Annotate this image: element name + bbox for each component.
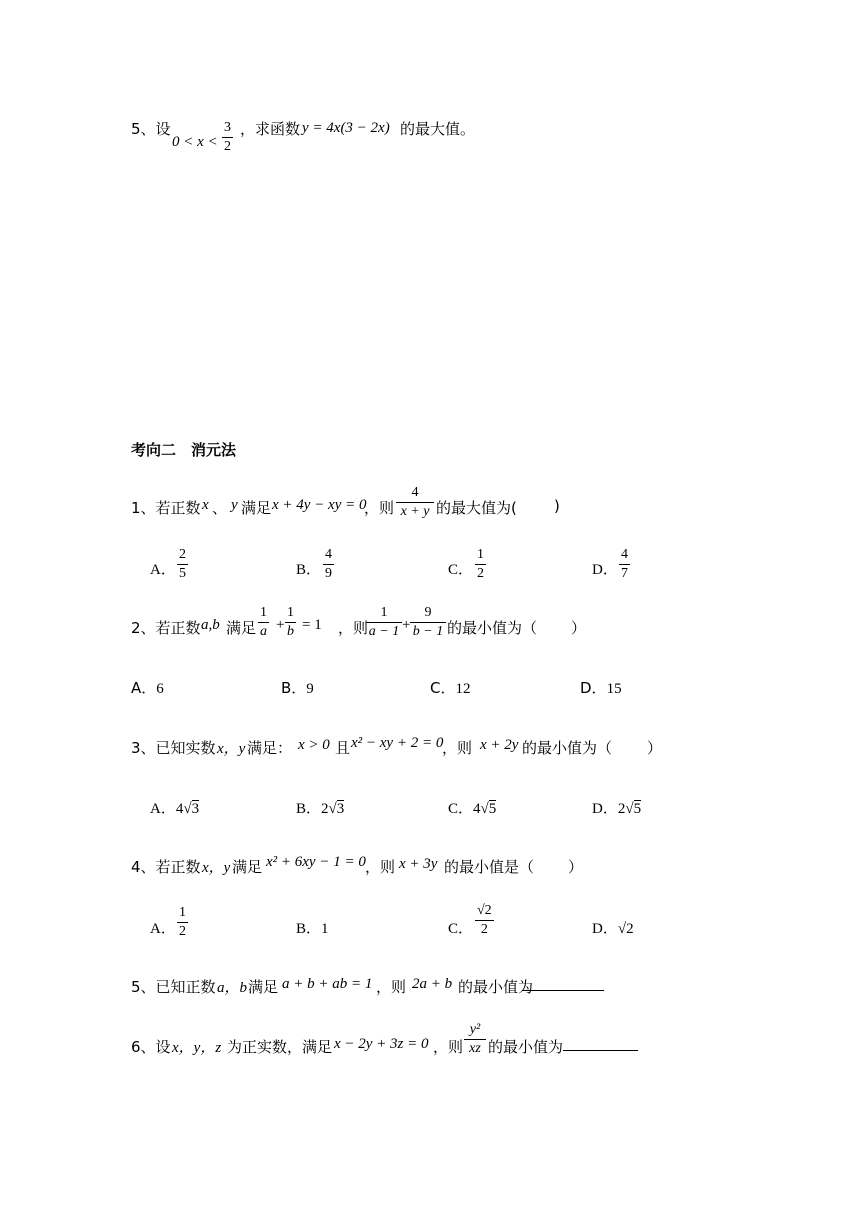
fraction-denominator: 2 bbox=[179, 924, 186, 939]
fraction-denominator: xz bbox=[469, 1041, 481, 1056]
q5-then: ，则 bbox=[376, 978, 407, 996]
q1-cond-label: 满足 bbox=[241, 499, 272, 517]
q2-cond-fraction-2 bbox=[285, 605, 296, 640]
q2-target-fraction-2 bbox=[410, 605, 446, 640]
fraction-denominator: 7 bbox=[621, 566, 628, 581]
section-title: 考向二 消元法 bbox=[131, 441, 237, 459]
option-radicand: 3 bbox=[336, 801, 345, 817]
q3-cond-label: 满足： bbox=[247, 739, 293, 757]
q1-condition: x + 4y − xy = 0 bbox=[272, 497, 367, 513]
fraction-denominator: b bbox=[287, 624, 294, 639]
q4-vars: x，y bbox=[202, 860, 231, 876]
q6-condition: x − 2y + 3z = 0 bbox=[334, 1036, 429, 1052]
q4-option-a-label: A． bbox=[150, 921, 176, 937]
q4-ask: 的最小值是（ bbox=[444, 858, 535, 876]
option-coef: 2 bbox=[321, 801, 329, 817]
option-label: B． bbox=[296, 801, 322, 817]
fraction-denominator: 9 bbox=[325, 566, 332, 581]
fraction-denominator: x + y bbox=[400, 504, 430, 519]
q5-top-mid: ，求函数 bbox=[240, 120, 301, 138]
q6-fraction bbox=[464, 1022, 486, 1057]
q3-option-c bbox=[448, 797, 496, 818]
q5-cond-label: 满足 bbox=[248, 978, 279, 996]
fraction-numerator: y² bbox=[469, 1022, 481, 1037]
q6-vars: x，y，z bbox=[172, 1040, 222, 1056]
q5-top-end: 的最大值。 bbox=[400, 120, 476, 138]
q2-option-c bbox=[430, 677, 470, 698]
option-value: √2 bbox=[617, 921, 634, 937]
option-label: B． bbox=[281, 679, 307, 697]
q4-option-c-value bbox=[475, 903, 494, 938]
fraction-numerator: 1 bbox=[260, 605, 267, 620]
q5-condition: a + b + ab = 1 bbox=[282, 976, 373, 992]
q3-text-pre: 3、已知实数 bbox=[131, 739, 216, 757]
q1-option-a-value bbox=[177, 547, 188, 582]
q2-target-fraction-1 bbox=[366, 605, 402, 640]
option-radicand: 3 bbox=[191, 801, 200, 817]
fraction-numerator: 1 bbox=[287, 605, 294, 620]
q4-option-c-label: C． bbox=[448, 921, 474, 937]
fraction-numerator: √2 bbox=[477, 903, 492, 918]
sqrt-icon: √ bbox=[480, 801, 489, 817]
q4-paren-close: ） bbox=[568, 858, 584, 876]
q3-vars: x，y bbox=[217, 741, 246, 757]
fraction-numerator: 9 bbox=[424, 605, 432, 620]
q1-text-pre: 1、若正数 bbox=[131, 499, 201, 517]
option-label: D． bbox=[592, 801, 618, 817]
q5-top-function: y = 4x(3 − 2x) bbox=[302, 120, 390, 136]
fraction-numerator: 4 bbox=[411, 485, 419, 500]
q4-option-a-value bbox=[177, 905, 188, 940]
q2-vars: a,b bbox=[201, 617, 220, 633]
sqrt-icon: √ bbox=[625, 801, 634, 817]
q2-then: ，则 bbox=[338, 619, 369, 637]
option-value: 12 bbox=[455, 681, 471, 697]
fraction-denominator: 2 bbox=[224, 139, 231, 154]
q1-option-c-label: C． bbox=[448, 562, 474, 578]
q3-option-d bbox=[592, 797, 641, 818]
q5-top-number: 5、设 bbox=[131, 120, 171, 138]
q1-var-y: y bbox=[231, 497, 238, 513]
fraction-numerator: 4 bbox=[621, 547, 628, 562]
q2-paren-close: ） bbox=[571, 619, 587, 637]
q1-option-d-label: D． bbox=[592, 562, 618, 578]
q3-option-b bbox=[296, 797, 344, 818]
q3-cond2: x² − xy + 2 = 0 bbox=[351, 735, 444, 751]
q3-expr: x + 2y bbox=[480, 737, 519, 753]
fraction-numerator: 4 bbox=[325, 547, 332, 562]
fraction-denominator: a − 1 bbox=[368, 624, 400, 639]
q1-option-c-value bbox=[475, 547, 486, 582]
q1-var-x: x bbox=[202, 497, 209, 513]
option-label: B． bbox=[296, 921, 322, 937]
option-value: 15 bbox=[606, 681, 622, 697]
q2-text-pre: 2、若正数 bbox=[131, 619, 201, 637]
q3-then: ，则 bbox=[442, 739, 473, 757]
fraction-denominator: 2 bbox=[477, 566, 484, 581]
option-label: A． bbox=[131, 679, 157, 697]
q2-option-a bbox=[131, 677, 164, 698]
q5-top-fraction bbox=[222, 120, 233, 155]
option-label: D． bbox=[580, 679, 607, 697]
q4-condition: x² + 6xy − 1 = 0 bbox=[266, 854, 366, 870]
q3-cond1: x > 0 bbox=[298, 737, 330, 753]
q1-then: ，则 bbox=[364, 499, 395, 517]
q2-plus-2: + bbox=[402, 617, 411, 633]
q3-paren-close: ） bbox=[647, 739, 663, 757]
q2-option-b bbox=[281, 677, 314, 698]
q3-ask: 的最小值为（ bbox=[522, 739, 613, 757]
fraction-numerator: 1 bbox=[179, 905, 186, 920]
q5-vars: a，b bbox=[217, 980, 248, 996]
option-coef: 2 bbox=[617, 801, 626, 817]
option-radicand: 5 bbox=[633, 801, 642, 817]
option-value: 9 bbox=[306, 681, 314, 697]
q1-ask: 的最大值为( bbox=[436, 499, 517, 517]
fraction-numerator: 2 bbox=[179, 547, 186, 562]
option-label: C． bbox=[448, 801, 474, 817]
option-coef: 4 bbox=[473, 801, 481, 817]
option-value: 6 bbox=[156, 681, 164, 697]
q2-option-d bbox=[580, 677, 622, 698]
fraction-numerator: 3 bbox=[224, 120, 231, 135]
option-value: 1 bbox=[321, 921, 329, 937]
q4-text-pre: 4、若正数 bbox=[131, 858, 201, 876]
sqrt-icon: √ bbox=[328, 801, 337, 817]
option-label: C． bbox=[430, 679, 456, 697]
fraction-denominator: 2 bbox=[480, 922, 488, 937]
q2-ask: 的最小值为（ bbox=[447, 619, 538, 637]
q1-sep: 、 bbox=[212, 499, 228, 517]
q5-top-inequality: 0 < x < bbox=[172, 134, 218, 150]
q1-option-d-value bbox=[619, 547, 630, 582]
q2-plus-1: + bbox=[276, 617, 285, 633]
q1-option-b-value bbox=[323, 547, 334, 582]
q6-answer-blank[interactable] bbox=[563, 1036, 638, 1051]
fraction-denominator: 5 bbox=[179, 566, 186, 581]
q1-paren-close: ) bbox=[554, 497, 560, 515]
q2-cond-label: 满足 bbox=[226, 619, 257, 637]
fraction-numerator: 1 bbox=[380, 605, 388, 620]
option-label: A． bbox=[150, 801, 176, 817]
q4-expr: x + 3y bbox=[399, 856, 438, 872]
fraction-denominator: a bbox=[260, 624, 267, 639]
q1-option-b-label: B． bbox=[296, 562, 322, 578]
q6-then: ，则 bbox=[433, 1038, 464, 1056]
q1-fraction bbox=[396, 485, 434, 520]
option-label: D． bbox=[592, 921, 618, 937]
fraction-numerator: 1 bbox=[477, 547, 484, 562]
option-coef: 4 bbox=[175, 801, 184, 817]
q4-cond-label: 满足 bbox=[232, 858, 263, 876]
sqrt-icon: √ bbox=[183, 801, 192, 817]
q6-text-pre: 6、设 bbox=[131, 1038, 171, 1056]
q1-option-a-label: A． bbox=[150, 562, 176, 578]
q5-ask: 的最小值为 bbox=[458, 978, 534, 996]
q2-eq: = 1 bbox=[302, 617, 322, 633]
q3-option-a bbox=[150, 797, 199, 818]
q3-and: 且 bbox=[335, 739, 351, 757]
q5-expr: 2a + b bbox=[412, 976, 453, 992]
q4-option-d bbox=[592, 917, 634, 938]
q4-then: ，则 bbox=[365, 858, 396, 876]
q2-cond-fraction-1 bbox=[258, 605, 269, 640]
option-radicand: 5 bbox=[488, 801, 497, 817]
q5-text-pre: 5、已知正数 bbox=[131, 978, 216, 996]
q6-ask: 的最小值为 bbox=[488, 1038, 564, 1056]
q6-cond-label: 为正实数，满足 bbox=[227, 1038, 333, 1056]
fraction-denominator: b − 1 bbox=[412, 624, 444, 639]
q4-option-b bbox=[296, 917, 329, 938]
q5-answer-blank[interactable] bbox=[522, 976, 604, 991]
